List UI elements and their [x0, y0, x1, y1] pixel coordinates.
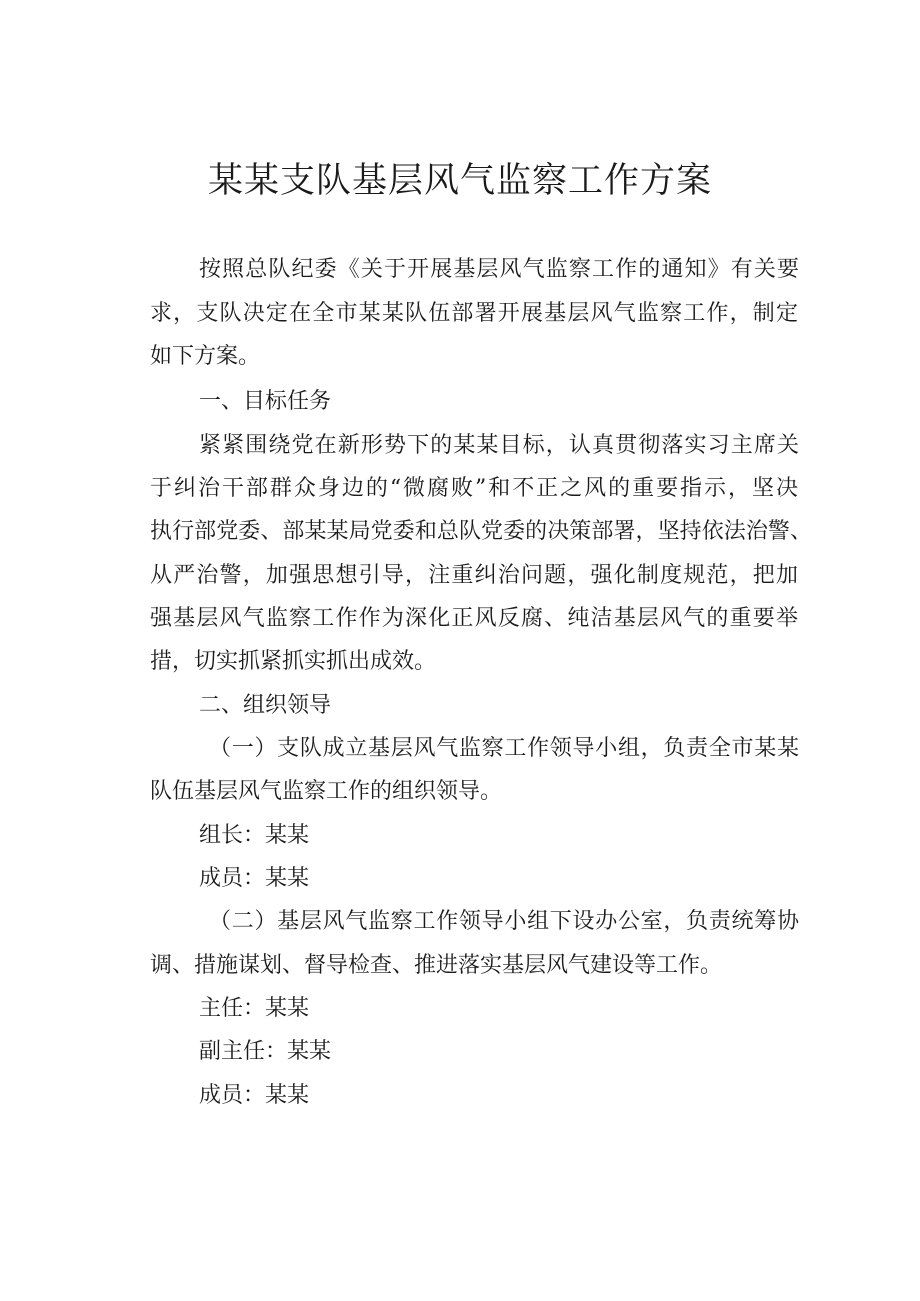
intro-line-3: 如下方案。 [150, 344, 261, 369]
office-director: 主任：某某 [199, 996, 310, 1021]
section2-item1-line-1: （一）支队成立基层风气监察工作领导小组，负责全市某某 [209, 736, 799, 761]
document-title: 某某支队基层风气监察工作方案 [207, 161, 712, 201]
group-leader: 组长：某某 [199, 823, 310, 848]
section2-item2-line-1: （二）基层风气监察工作领导小组下设办公室，负责统筹协 [209, 909, 799, 934]
section1-line-3: 执行部党委、部某某局党委和总队党委的决策部署，坚持依法治警、 [150, 519, 812, 544]
section1-line-6: 措，切实抓紧抓实抓出成效。 [150, 649, 437, 674]
section1-line-2: 于纠治干部群众身边的“微腐败”和不正之风的重要指示，坚决 [150, 476, 798, 501]
section1-line-1: 紧紧围绕党在新形势下的某某目标，认真贯彻落实习主席关 [199, 433, 799, 458]
office-members: 成员：某某 [199, 1083, 310, 1108]
group-members: 成员：某某 [199, 866, 310, 891]
section2-item2-line-2: 调、措施谋划、督导检查、推进落实基层风气建设等工作。 [150, 953, 723, 978]
section1-line-4: 从严治警，加强思想引导，注重纠治问题，强化制度规范，把加 [150, 563, 798, 588]
intro-line-2: 求，支队决定在全市某某队伍部署开展基层风气监察工作，制定 [150, 301, 798, 326]
section2-heading: 二、组织领导 [199, 693, 332, 718]
section1-heading: 一、目标任务 [199, 389, 332, 414]
section2-item1-line-2: 队伍基层风气监察工作的组织领导。 [150, 779, 503, 804]
intro-line-1: 按照总队纪委《关于开展基层风气监察工作的通知》有关要 [199, 257, 799, 282]
section1-line-5: 强基层风气监察工作作为深化正风反腐、纯洁基层风气的重要举 [150, 606, 798, 631]
office-deputy-director: 副主任：某某 [199, 1039, 332, 1064]
